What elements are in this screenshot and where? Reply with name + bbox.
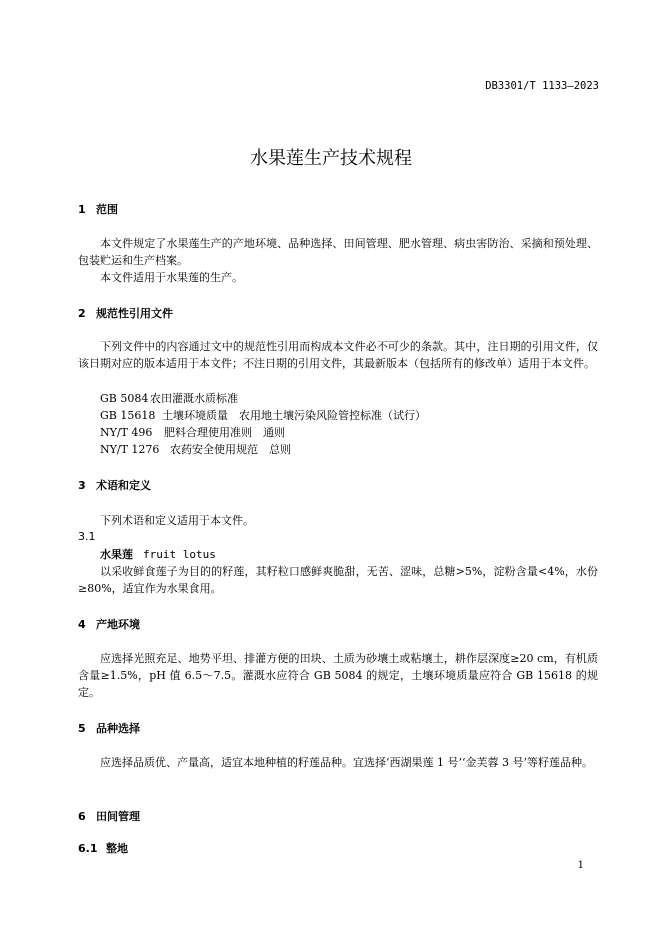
reference-name: 农药安全使用规范 总则 xyxy=(170,443,291,456)
section-number: 4 xyxy=(78,618,86,631)
term-chinese: 水果莲 xyxy=(100,548,133,561)
section-number: 3 xyxy=(78,479,86,492)
section-heading-3 xyxy=(78,477,151,493)
variety-paragraph: 应选择品质优、产量高，适宜本地种植的籽莲品种。宜选择‘西湖果莲 1 号’‘金芙蓉 3 号’等籽莲品种。 xyxy=(100,756,593,769)
reference-item xyxy=(100,390,238,406)
reference-name: 土壤环境质量 农用地土壤污染风险管控标准（试行） xyxy=(162,409,426,422)
reference-item xyxy=(100,407,426,423)
scope-paragraph: 本文件规定了水果莲生产的产地环境、品种选择、田间管理、肥水管理、病虫害防治、采摘和预处理、包装贮运和生产档案。 xyxy=(78,237,598,267)
environment-paragraph: 应选择光照充足、地势平坦、排灌方便的田块、土质为砂壤土或粘壤土，耕作层深度≥20 cm，有机质含量≥1.5%，pH 值 6.5～7.5。灌溉水应符合 GB 5084 的规定，土壤环境质量应符合 GB 15618 的规定。 xyxy=(78,652,598,699)
section-title: 术语和定义 xyxy=(96,479,151,492)
document-title: 水果莲生产技术规程 xyxy=(250,148,412,169)
section-number: 1 xyxy=(78,203,86,216)
section-title: 范围 xyxy=(96,203,118,216)
scope-applicability: 本文件适用于水果莲的生产。 xyxy=(100,271,243,284)
term-entry xyxy=(100,546,216,562)
section-title: 产地环境 xyxy=(96,618,140,631)
reference-item xyxy=(100,441,291,457)
reference-code: NY/T 496 xyxy=(100,426,153,439)
section-heading-5 xyxy=(78,720,140,736)
section-heading-2 xyxy=(78,305,173,321)
subsection-heading-6-1 xyxy=(78,840,128,856)
section-heading-4 xyxy=(78,616,140,632)
term-english: fruit lotus xyxy=(143,548,216,561)
section-heading-1 xyxy=(78,201,118,217)
page-number: 1 xyxy=(577,860,584,871)
section-title: 田间管理 xyxy=(96,810,140,823)
standard-code: DB3301/T 1133—2023 xyxy=(485,80,599,92)
section-title: 品种选择 xyxy=(96,722,140,735)
section-heading-6 xyxy=(78,808,140,824)
section-title: 规范性引用文件 xyxy=(96,307,173,320)
subsection-number: 6.1 xyxy=(78,842,98,855)
references-intro: 下列文件中的内容通过文中的规范性引用而构成本文件必不可少的条款。其中，注日期的引用文件，仅该日期对应的版本适用于本文件；不注日期的引用文件，其最新版本（包括所有的修改单）适用于本文件。 xyxy=(78,340,598,370)
term-number: 3.1 xyxy=(78,530,96,543)
section-number: 5 xyxy=(78,722,86,735)
reference-name: 肥料合理使用准则 通则 xyxy=(164,426,285,439)
section-number: 2 xyxy=(78,307,86,320)
terms-intro: 下列术语和定义适用于本文件。 xyxy=(100,514,254,527)
reference-code: NY/T 1276 xyxy=(100,443,160,456)
section-number: 6 xyxy=(78,810,86,823)
reference-code: GB 5084 xyxy=(100,392,149,405)
reference-code: GB 15618 xyxy=(100,409,156,422)
reference-name: 农田灌溉水质标准 xyxy=(150,392,238,405)
subsection-title: 整地 xyxy=(106,842,128,855)
reference-item xyxy=(100,424,285,440)
term-definition: 以采收鲜食莲子为目的的籽莲，其籽粒口感鲜爽脆甜，无苦、涩味，总糖>5%，淀粉含量<4%，水份≥80%，适宜作为水果食用。 xyxy=(78,565,598,595)
